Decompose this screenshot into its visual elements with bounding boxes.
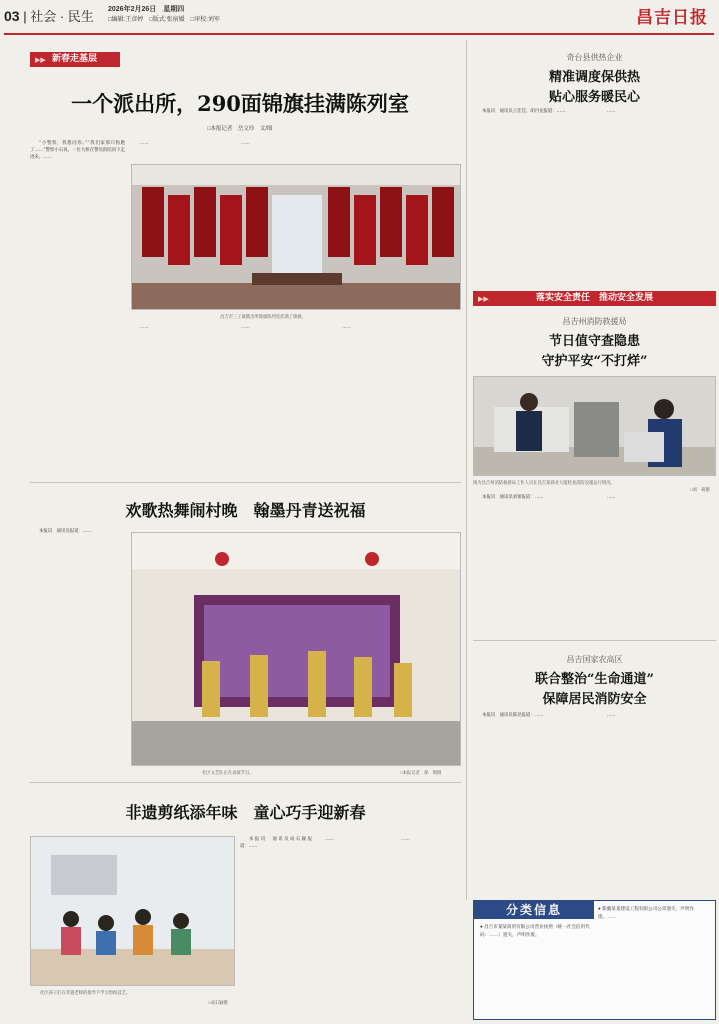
opera-photo-credit: □本报记者 保 钢摄 xyxy=(400,770,442,775)
section-divider xyxy=(30,482,461,483)
fire-photo-credit: □刘 莉摄 xyxy=(690,487,710,492)
papercut-col-2: …… xyxy=(325,837,334,842)
issue-info xyxy=(108,4,220,26)
papercut-photo-caption: 社区孩子们在非遗老师的指导下学习剪纸技艺。 xyxy=(40,990,131,995)
papercut-photo xyxy=(30,836,235,986)
police-col-6: …… xyxy=(342,325,351,330)
qitai-headline-2: 贴心服务暖民心 xyxy=(548,90,640,105)
section-divider xyxy=(30,782,461,783)
fire-headline-2: 守护平安“不打烊” xyxy=(541,354,648,369)
qitai-headline-1: 精准调度保供热 xyxy=(548,70,640,85)
fire-dept: 昌吉州消防救援局 xyxy=(562,317,627,326)
gaoxin-headline-2: 保障居民消防安全 xyxy=(542,692,647,707)
papercut-col-3: …… xyxy=(401,837,410,842)
classified-col-1: ● 昌吉市某某商贸有限公司营业执照（统一社会信用代码：……）遗失，声明作废。 xyxy=(480,924,590,937)
papercut-headline: 非遗剪纸添年味 童心巧手迎新春 xyxy=(125,803,366,822)
gaoxin-col-b: …… xyxy=(607,713,616,718)
opera-stage-illustration xyxy=(132,533,461,766)
gaoxin-col-a: 本报讯 通讯员陈昆报道：…… xyxy=(482,713,544,718)
police-col-4: …… xyxy=(140,325,149,330)
police-photo-caption: 昌吉市三工镇派出所锦旗陈列室挂满了锦旗。 xyxy=(220,314,306,319)
police-col-2: …… xyxy=(140,141,149,146)
police-headline: 一个派出所，290面锦旗挂满陈列室 xyxy=(71,91,409,116)
papercut-photo-credit: □成石颖摄 xyxy=(208,1000,228,1005)
newspaper-logo: 昌吉日报 xyxy=(636,8,708,28)
qitai-col-b: …… xyxy=(607,109,616,114)
issue-date: 2026年2月26日 星期四 xyxy=(108,6,185,13)
section-banner-right: ▶▶ 落实安全责任 推动安全发展 xyxy=(473,291,716,306)
masthead-rule xyxy=(4,33,714,35)
fire-col-a: 本报讯 通讯员刘蕾报道：…… xyxy=(482,495,544,500)
fire-inspection-illustration xyxy=(474,377,716,476)
fire-headline-1: 节日值守查隐患 xyxy=(548,334,640,349)
fire-col-b: …… xyxy=(607,495,616,500)
gaoxin-dept: 昌吉国家农高区 xyxy=(566,655,623,664)
section-divider xyxy=(473,640,716,641)
section-banner-left: ▶▶ 新春走基层 xyxy=(30,52,120,67)
opera-col: 本报讯 通讯员报道：…… xyxy=(39,529,92,534)
papercut-col-1: 本报讯 通讯员成石颖报道：…… xyxy=(240,837,312,849)
fire-photo xyxy=(473,376,716,476)
fire-photo-caption: 图为昌吉州消防救援局工作人员在昌吉某商业大厦检查消防设施运行情况。 xyxy=(473,480,615,485)
opera-photo xyxy=(131,532,461,766)
police-col-1: “小警察，我想问你。”“我们家那只狗跑了……”警察小石说。一位大姐在警员的陪同下走进来。…… xyxy=(30,141,125,160)
classroom-illustration xyxy=(31,837,235,986)
masthead xyxy=(0,0,719,36)
page-number: 03 | 社会 · 民生 xyxy=(4,8,94,24)
opera-headline: 欢歌热舞闹村晚 翰墨丹青送祝福 xyxy=(125,501,366,520)
classified-col-2: ● 新疆某某建设工程有限公司公章遗失，声明作废。…… xyxy=(598,906,694,919)
gaoxin-headline-1: 联合整治“生命通道” xyxy=(535,672,654,687)
qitai-dept: 奇台县供热企业 xyxy=(566,53,623,62)
classified-title: 分类信息 xyxy=(474,901,594,919)
qitai-col-a: 本报讯 通讯员王佳佳、胡丹龙报道：…… xyxy=(482,109,566,114)
police-col-3: …… xyxy=(241,141,250,146)
police-photo xyxy=(131,164,461,310)
editor-credits: □编辑:王彦婷 □版式:张宿媛 □审校:刘军 xyxy=(108,17,220,23)
classified-box xyxy=(473,900,716,1020)
police-byline: □本报记者 岳文玲 文/图 xyxy=(207,126,273,132)
police-col-5: …… xyxy=(241,325,250,330)
banner-room-illustration xyxy=(132,165,461,310)
column-divider xyxy=(466,40,467,900)
opera-photo-caption: 社区文艺队正在表演节目。 xyxy=(202,770,254,775)
